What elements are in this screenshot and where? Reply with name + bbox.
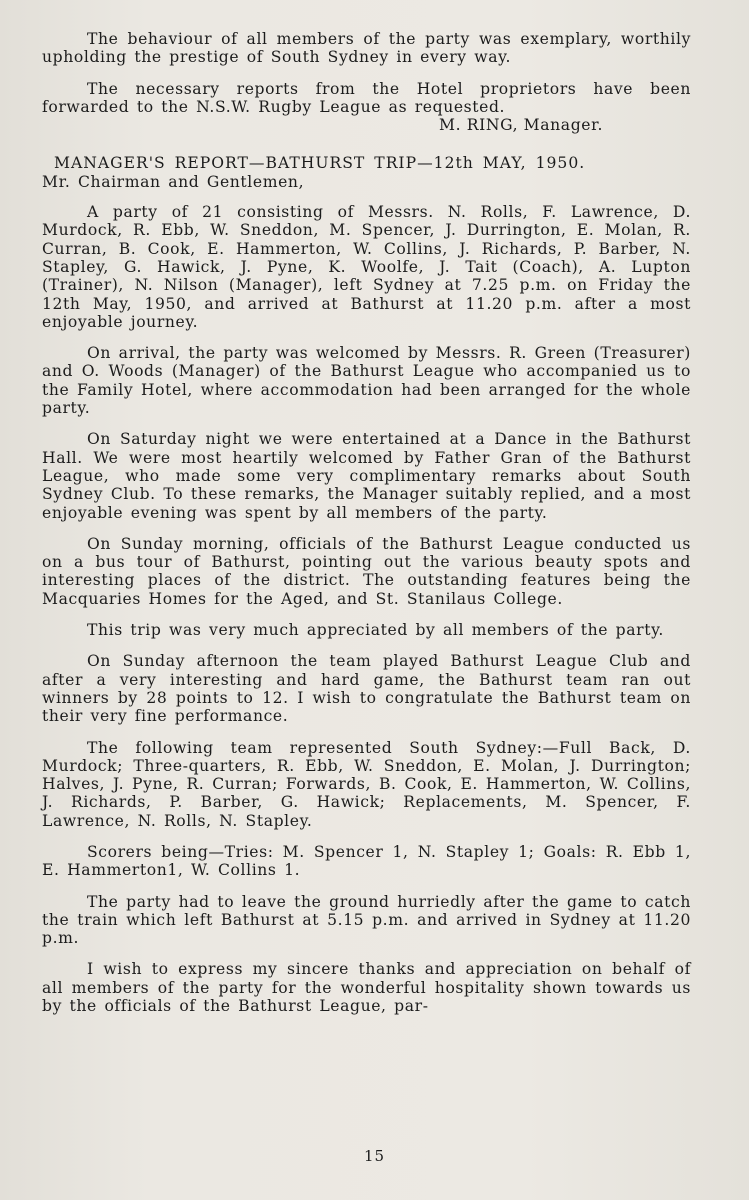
paragraph-match-result: On Sunday afternoon the team played Bathurst League Club and after a very interesting and hard game, the Bathurst team ran out winners by 28 points to 12. I wish to congratulate the Bathurst team on their very fine performance. [42, 652, 691, 726]
paragraph-thanks: I wish to express my sincere thanks and appreciation on behalf of all members of the party for the wonderful hospitality shown towards us by the officials of the Bathurst League, par- [42, 960, 691, 1016]
paragraph-party-list: A party of 21 consisting of Messrs. N. Rolls, F. Lawrence, D. Murdock, R. Ebb, W. Sneddon, M. Spencer, J. Durrington, E. Molan, R. Curran, B. Cook, E. Hammerton, W. Collins, J. Richards, P. Barber, N. Stapley, G. Hawick, J. Pyne, K. Woolfe, J. Tait (Coach), A. Lupton (Trainer), N. Nilson (Manager), left Sydney at 7.25 p.m. on Friday the 12th May, 1950, and arrived at Bathurst at 11.20 p.m. after a most enjoyable journey. [42, 203, 691, 331]
report-heading: MANAGER'S REPORT—BATHURST TRIP—12th MAY, 1950. [54, 154, 586, 173]
paragraph-sunday-tour: On Sunday morning, officials of the Bathurst League conducted us on a bus tour of Bathurst, pointing out the various beauty spots and interesting places of the district. The outstanding features being the Macquaries Homes for the Aged, and St. Stanilaus College. [42, 534, 691, 608]
paragraph-team-list: The following team represented South Sydney:—Full Back, D. Murdock; Three-quarters, R. Ebb, W. Sneddon, E. Molan, J. Durrington; Halves, J. Pyne, R. Curran; Forwards, B. Cook, E. Hammerton, W. Collins, J. Richards, P. Barber, G. Hawick; Replacements, M. Spencer, F. Lawrence, N. Rolls, N. Stapley. [42, 738, 691, 830]
paragraph-appreciated: This trip was very much appreciated by all members of the party. [87, 621, 664, 640]
paragraph-behaviour: The behaviour of all members of the party was exemplary, worthily upholding the prestige of South Sydney in every way. [42, 30, 691, 67]
paragraph-reports: The necessary reports from the Hotel proprietors have been forwarded to the N.S.W. Rugby League as requested. [42, 79, 691, 116]
paragraph-arrival: On arrival, the party was welcomed by Messrs. R. Green (Treasurer) and O. Woods (Manager) of the Bathurst League who accompanied us to the Family Hotel, where accommodation had been arranged for the whole party. [42, 344, 691, 418]
page-number: 15 [363, 1147, 386, 1165]
salutation: Mr. Chairman and Gentlemen, [42, 172, 305, 191]
paragraph-saturday-dance: On Saturday night we were entertained at a Dance in the Bathurst Hall. We were most heartily welcomed by Father Gran of the Bathurst League, who made some very complimentary remarks about South Sydney Club. To these remarks, the Manager suitably replied, and a most enjoyable evening was spent by all members of the party. [42, 430, 691, 522]
paragraph-return-train: The party had to leave the ground hurriedly after the game to catch the train which left Bathurst at 5.15 p.m. and arrived in Sydney at 11.20 p.m. [42, 892, 691, 948]
manager-signature: M. RING, Manager. [439, 116, 603, 135]
paragraph-scorers: Scorers being—Tries: M. Spencer 1, N. Stapley 1; Goals: R. Ebb 1, E. Hammerton1, W. Collins 1. [42, 842, 691, 880]
